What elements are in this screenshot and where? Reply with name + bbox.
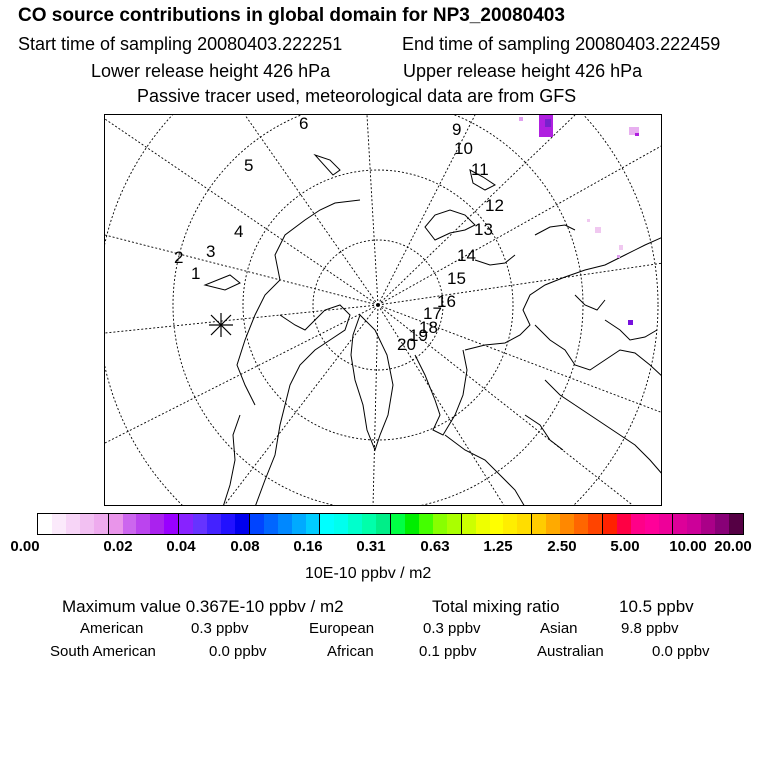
meridian-line bbox=[105, 305, 378, 443]
colorbar-cell bbox=[588, 514, 603, 534]
colorbar-tick-label: 0.63 bbox=[420, 538, 450, 555]
plot-title: CO source contributions in global domain for NP3_20080403 bbox=[18, 5, 565, 26]
colorbar-tick-label: 2.50 bbox=[547, 538, 577, 555]
colorbar-cell bbox=[532, 514, 546, 534]
end-time-label: End time of sampling 20080403.222459 bbox=[402, 34, 721, 54]
colorbar-cell bbox=[348, 514, 362, 534]
colorbar-cell bbox=[292, 514, 306, 534]
trajectory-label: 6 bbox=[299, 114, 309, 133]
source-name: African bbox=[327, 643, 374, 660]
colorbar-cell bbox=[715, 514, 729, 534]
colorbar-cell bbox=[221, 514, 235, 534]
colorbar-cell bbox=[631, 514, 645, 534]
meridian-line bbox=[105, 235, 378, 305]
colorbar-cell bbox=[729, 514, 743, 534]
trajectory-label: 4 bbox=[234, 222, 244, 241]
colorbar-cell bbox=[52, 514, 66, 534]
trajectory-label: 15 bbox=[447, 269, 466, 288]
trajectory-label: 13 bbox=[474, 220, 493, 239]
colorbar-cell bbox=[645, 514, 659, 534]
asterisk-marker-icon bbox=[209, 313, 233, 337]
colorbar-cell bbox=[362, 514, 376, 534]
colorbar-cell bbox=[476, 514, 490, 534]
trajectory-label: 3 bbox=[206, 242, 216, 261]
trajectory-label: 12 bbox=[485, 196, 504, 215]
trajectory-label: 9 bbox=[452, 120, 462, 139]
colorbar-cell bbox=[80, 514, 94, 534]
colorbar-cell bbox=[150, 514, 164, 534]
trajectory-label: 19 bbox=[409, 326, 428, 345]
colorbar-cell bbox=[193, 514, 207, 534]
polar-map bbox=[104, 114, 662, 506]
colorbar-tick-label: 0.00 bbox=[10, 538, 40, 555]
colorbar-cell bbox=[391, 514, 405, 534]
trajectory-label: 1 bbox=[191, 264, 201, 283]
total-mixing-value: 10.5 ppbv bbox=[619, 597, 694, 616]
colorbar-cell bbox=[179, 514, 193, 534]
colorbar-cell bbox=[334, 514, 348, 534]
colorbar-tick-label: 0.08 bbox=[230, 538, 260, 555]
colorbar-cell bbox=[603, 514, 617, 534]
colorbar-cell bbox=[306, 514, 321, 534]
colorbar-cell bbox=[560, 514, 574, 534]
meridian-line bbox=[378, 115, 575, 305]
meridian-line bbox=[105, 119, 378, 305]
source-name: American bbox=[80, 620, 144, 637]
colorbar-cell bbox=[38, 514, 52, 534]
source-value: 0.0 ppbv bbox=[652, 643, 710, 660]
trajectory-label: 2 bbox=[174, 248, 184, 267]
colorbar-cell bbox=[490, 514, 504, 534]
colorbar-cell bbox=[546, 514, 560, 534]
trajectory-label: 18 bbox=[419, 318, 438, 337]
colorbar bbox=[37, 513, 744, 535]
colorbar-tick-label: 10.00 bbox=[669, 538, 707, 555]
colorbar-cell bbox=[503, 514, 517, 534]
colorbar-cell bbox=[376, 514, 391, 534]
colorbar-tick-label: 0.02 bbox=[103, 538, 133, 555]
colorbar-cell bbox=[136, 514, 150, 534]
colorbar-cell bbox=[462, 514, 476, 534]
source-value: 0.0 ppbv bbox=[209, 643, 267, 660]
colorbar-cell bbox=[617, 514, 631, 534]
source-name: European bbox=[309, 620, 375, 637]
source-name: Australian bbox=[537, 643, 604, 660]
colorbar-tick-label: 20.00 bbox=[714, 538, 752, 555]
colorbar-cell bbox=[433, 514, 447, 534]
colorbar-cell bbox=[673, 514, 687, 534]
colorbar-tick-label: 0.04 bbox=[166, 538, 196, 555]
trajectory-label: 20 bbox=[397, 335, 416, 354]
source-value: 9.8 ppbv bbox=[621, 620, 679, 637]
colorbar-cell bbox=[94, 514, 109, 534]
colorbar-cell bbox=[447, 514, 462, 534]
colorbar-unit: 10E-10 ppbv / m2 bbox=[305, 565, 432, 582]
colorbar-cell bbox=[405, 514, 419, 534]
colorbar-tick-label: 5.00 bbox=[610, 538, 640, 555]
colorbar-cell bbox=[659, 514, 674, 534]
colorbar-cell bbox=[250, 514, 264, 534]
colorbar-cell bbox=[278, 514, 292, 534]
colorbar-cell bbox=[320, 514, 334, 534]
latitude-circle-outermost bbox=[105, 115, 658, 506]
source-value: 0.3 ppbv bbox=[191, 620, 249, 637]
trajectory-label: 11 bbox=[471, 160, 489, 179]
meridian-line bbox=[378, 263, 662, 305]
meridian-line bbox=[105, 305, 378, 333]
lower-release-label: Lower release height 426 hPa bbox=[91, 61, 331, 81]
colorbar-cell bbox=[66, 514, 80, 534]
colorbar-tick-label: 0.16 bbox=[293, 538, 323, 555]
meridian-line bbox=[245, 115, 378, 305]
colorbar-cell bbox=[109, 514, 123, 534]
meridian-line bbox=[367, 115, 378, 305]
trajectory-label: 14 bbox=[457, 246, 476, 265]
colorbar-cell bbox=[419, 514, 433, 534]
plume-concentration bbox=[519, 115, 639, 325]
colorbar-cell bbox=[207, 514, 221, 534]
source-value: 0.3 ppbv bbox=[423, 620, 481, 637]
trajectory-label: 17 bbox=[423, 304, 442, 323]
colorbar-cell bbox=[123, 514, 137, 534]
trajectory-label: 5 bbox=[244, 156, 254, 175]
colorbar-cell bbox=[687, 514, 701, 534]
trajectory-label: 16 bbox=[437, 292, 456, 311]
source-value: 0.1 ppbv bbox=[419, 643, 477, 660]
colorbar-cell bbox=[701, 514, 715, 534]
tracer-note: Passive tracer used, meteorological data are from GFS bbox=[137, 86, 577, 106]
colorbar-cell bbox=[574, 514, 588, 534]
colorbar-cell bbox=[264, 514, 278, 534]
upper-release-label: Upper release height 426 hPa bbox=[403, 61, 643, 81]
map-graphic bbox=[105, 115, 662, 506]
colorbar-cell bbox=[517, 514, 532, 534]
colorbar-tick-label: 1.25 bbox=[483, 538, 513, 555]
meridian-line bbox=[378, 145, 662, 305]
total-mixing-label: Total mixing ratio bbox=[432, 597, 560, 616]
max-value-label: Maximum value 0.367E-10 ppbv / m2 bbox=[62, 597, 344, 616]
colorbar-tick-label: 0.31 bbox=[356, 538, 386, 555]
colorbar-cell bbox=[164, 514, 179, 534]
trajectory-label: 10 bbox=[454, 139, 473, 158]
start-time-label: Start time of sampling 20080403.222251 bbox=[18, 34, 343, 54]
colorbar-cell bbox=[235, 514, 250, 534]
source-name: Asian bbox=[540, 620, 578, 637]
source-name: South American bbox=[50, 643, 156, 660]
